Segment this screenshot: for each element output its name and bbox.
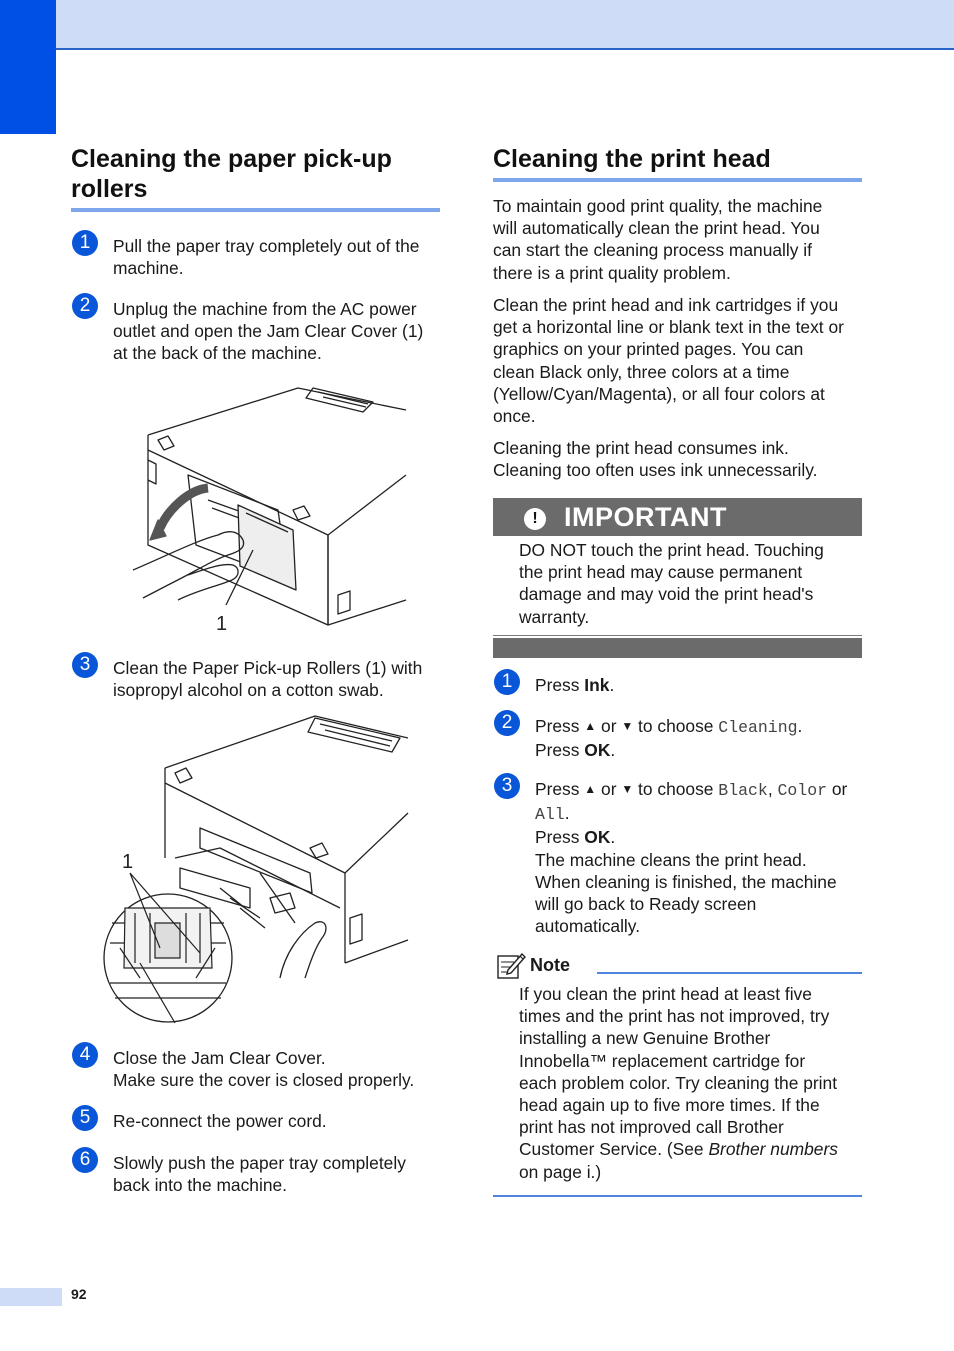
step-text: Re-connect the power cord. — [113, 1111, 327, 1131]
step-number-badge: 3 — [494, 773, 520, 799]
step-number-badge: 6 — [72, 1147, 98, 1173]
up-arrow-icon: ▲ — [584, 719, 597, 733]
step-text: Pull the paper tray completely out of the machine. — [113, 236, 420, 279]
step-text: Press ▲ or ▼ to choose Black, Color or All. Press OK. The machine cleans the print head. When cleaning is finished, the machine will go back to Ready screen automatically. — [535, 779, 848, 937]
exclamation-icon: ! — [524, 508, 546, 530]
intro-paragraph: To maintain good print quality, the machine will automatically clean the print head. You can start the cleaning process manually if there is a print quality problem. — [493, 196, 823, 283]
section-title-rollers: Cleaning the paper pick-up rollers — [71, 145, 392, 203]
step-text: Press ▲ or ▼ to choose Cleaning. Press OK. — [535, 716, 803, 761]
step-number-badge: 2 — [72, 293, 98, 319]
note-pencil-icon — [496, 950, 526, 980]
note-rule — [493, 1195, 862, 1197]
jam-clear-cover-illustration — [128, 380, 410, 638]
section-rule — [71, 208, 440, 212]
step-number-badge: 1 — [72, 230, 98, 256]
callout-label: 1 — [216, 613, 228, 635]
step-text: Slowly push the paper tray completely back into the machine. — [113, 1153, 406, 1196]
step-text: Close the Jam Clear Cover. Make sure the cover is closed properly. — [113, 1048, 415, 1091]
step-number-badge: 1 — [494, 669, 520, 695]
important-label: IMPORTANT — [564, 502, 727, 532]
important-divider — [493, 635, 862, 636]
step-number-badge: 2 — [494, 710, 520, 736]
paragraph: Clean the print head and ink cartridges if you get a horizontal line or blank text in the text or graphics on your printed pages. You can clean Black only, three colors at a time (Yellow/Cyan/Magenta), or all four colors at once. — [493, 295, 844, 427]
section-rule — [493, 178, 862, 182]
note-rule — [597, 972, 862, 974]
chapter-tab — [0, 0, 56, 134]
note-label: Note — [530, 955, 570, 975]
paragraph: Cleaning the print head consumes ink. Cleaning too often uses ink unnecessarily. — [493, 438, 818, 481]
step-number-badge: 3 — [72, 652, 98, 678]
note-text: If you clean the print head at least five times and the print has not improved, try installing a new Genuine Brother Innobella™ replacement cartridge for each problem color. Try cleaning the print head again up to five more times. If the print has not improved call Brother Customer Service. (See Brother numbers on page i.) — [519, 984, 838, 1182]
down-arrow-icon: ▼ — [621, 719, 634, 733]
important-text: DO NOT touch the print head. Touching the print head may cause permanent damage and may void the print head's warranty. — [519, 540, 824, 627]
header-band — [0, 0, 954, 50]
up-arrow-icon: ▲ — [584, 782, 597, 796]
section-title-print-head: Cleaning the print head — [493, 145, 771, 173]
pickup-rollers-illustration — [100, 708, 412, 1028]
callout-label: 1 — [122, 851, 134, 873]
step-text: Unplug the machine from the AC power outlet and open the Jam Clear Cover (1) at the back of the machine. — [113, 299, 424, 364]
step-text: Press Ink. — [535, 675, 615, 695]
step-number-badge: 5 — [72, 1105, 98, 1131]
step-text: Clean the Paper Pick-up Rollers (1) with isopropyl alcohol on a cotton swab. — [113, 658, 423, 701]
important-header — [493, 498, 862, 536]
down-arrow-icon: ▼ — [621, 782, 634, 796]
page-number: 92 — [71, 1286, 87, 1302]
page-number-bar — [0, 1288, 62, 1306]
important-footer-bar — [493, 638, 862, 658]
step-number-badge: 4 — [72, 1042, 98, 1068]
